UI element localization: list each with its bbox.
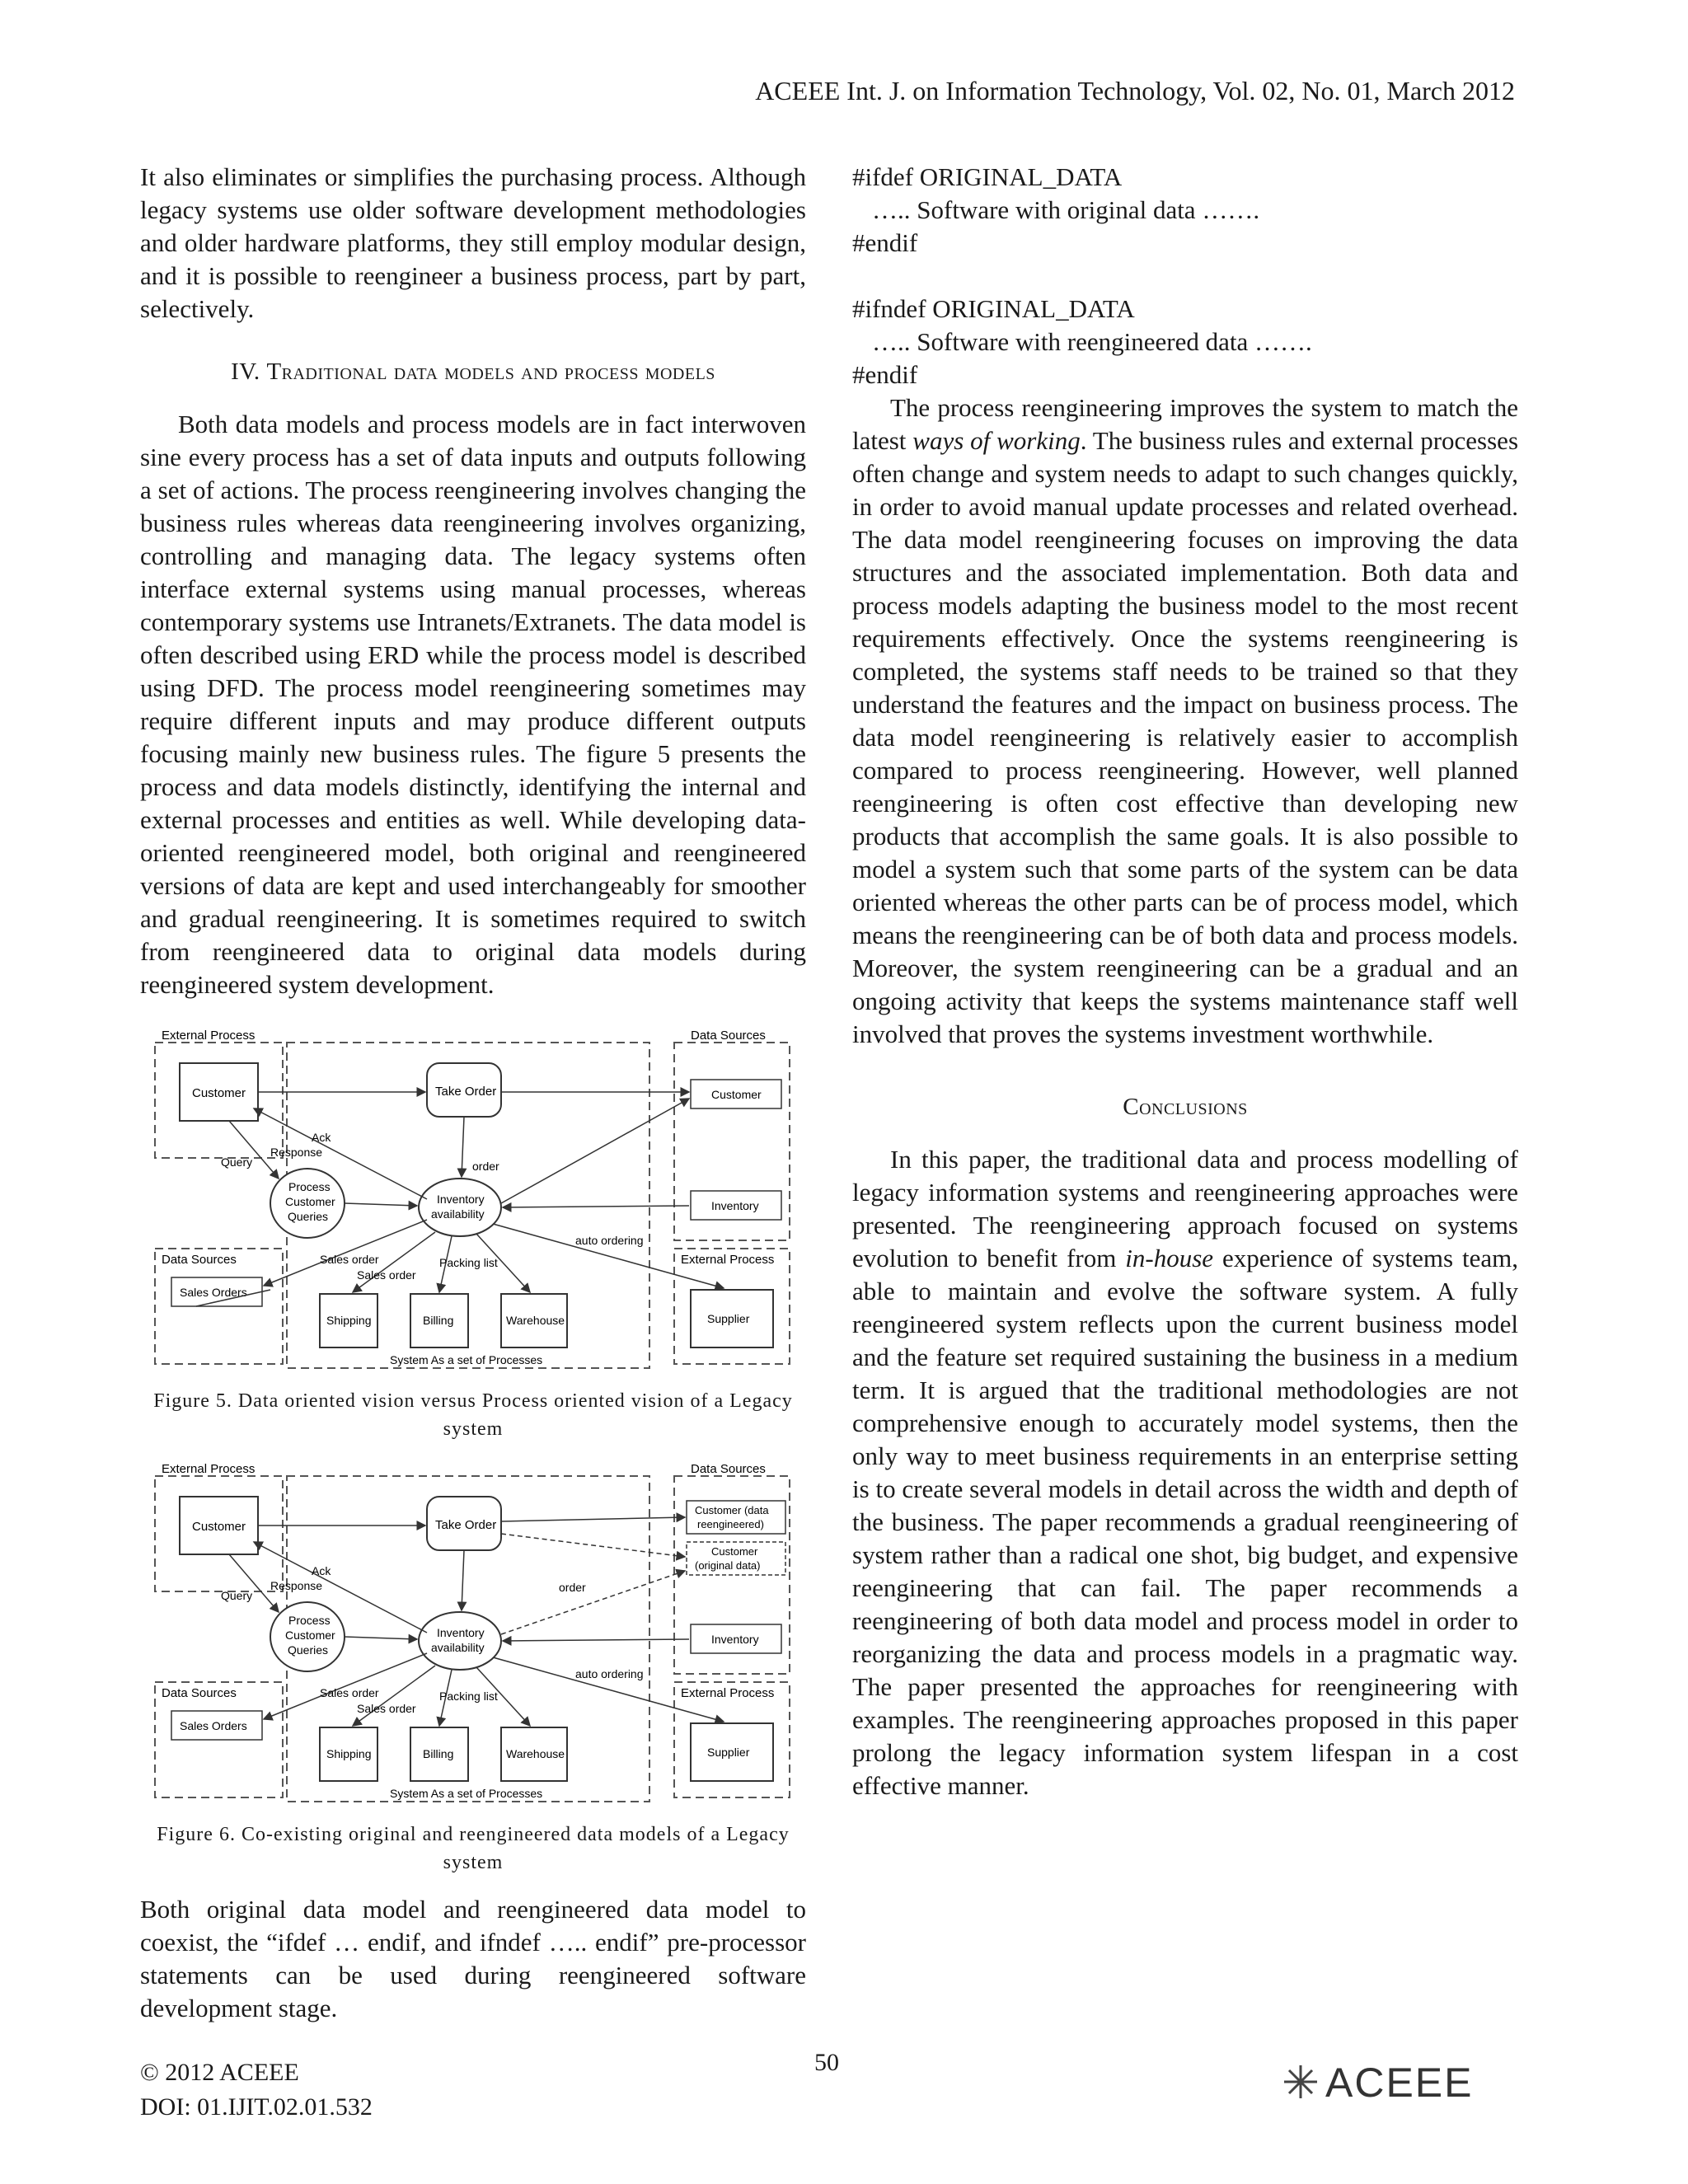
take-order-label: Take Order — [435, 1085, 497, 1099]
conclusions-title: Conclusions — [1123, 1094, 1248, 1120]
logo-text: ACEEE — [1325, 2060, 1474, 2106]
aceee-logo — [1278, 2057, 1521, 2107]
star-icon — [1284, 2065, 1317, 2098]
inv-label-2: availability — [431, 1641, 485, 1654]
customer-datastore-label: Customer — [711, 1088, 762, 1101]
pcq-label-3: Queries — [288, 1643, 329, 1657]
label-external-process-2: External Process — [681, 1686, 775, 1700]
emphasis-ways-of-working: ways of working — [912, 426, 1081, 455]
text-run: In this paper, the traditional data and process modelling of legacy information systems and reengineering approaches were presented. The reengineering approach focused on systems evolution to benefit from — [852, 1145, 1518, 1272]
response-label: Response — [270, 1146, 323, 1159]
shipping-label: Shipping — [326, 1314, 372, 1327]
pcq-label-1: Process — [288, 1614, 331, 1627]
pcq-label-2: Customer — [285, 1629, 335, 1642]
code-line: #endif — [852, 360, 918, 389]
query-label: Query — [221, 1155, 253, 1169]
section-title-text: Traditional data models and process models — [266, 359, 715, 385]
code-line: #ifdef ORIGINAL_DATA — [852, 162, 1123, 191]
system-label: System As a set of Processes — [390, 1787, 543, 1800]
query-label: Query — [221, 1589, 253, 1602]
code-line: ….. Software with reengineered data ……. — [872, 327, 1312, 356]
emphasis-in-house: in-house — [1125, 1244, 1214, 1272]
figure-5 — [140, 1026, 806, 1443]
customer-label: Customer — [192, 1086, 246, 1100]
packing-list-label: Packing list — [439, 1256, 498, 1269]
pcq-label-1: Process — [288, 1180, 331, 1193]
code-block-ifndef — [852, 293, 1518, 391]
supplier-label: Supplier — [707, 1746, 750, 1759]
figure-5-diagram — [147, 1026, 798, 1372]
running-head: ACEEE Int. J. on Information Technology, Vol. 02, No. 01, March 2012 — [755, 76, 1515, 105]
label-data-sources-2: Data Sources — [162, 1253, 237, 1267]
doi: DOI: 01.IJIT.02.01.532 — [140, 2093, 373, 2121]
left-paragraph-3: Both original data model and reengineered data model to coexist, the “ifdef … endif, and ifndef ….. endif” pre-processor statements can be used during reengineered software development stage. — [140, 1895, 806, 2022]
inventory-datastore-label: Inventory — [711, 1633, 759, 1646]
take-order-label: Take Order — [435, 1518, 497, 1532]
label-data-sources: Data Sources — [691, 1462, 766, 1476]
sales-order-label-1: Sales order — [320, 1686, 379, 1699]
section-heading-conclusions — [852, 1090, 1518, 1123]
customer-orig-label-2: (original data) — [695, 1559, 761, 1572]
warehouse-label: Warehouse — [506, 1314, 565, 1327]
ack-label: Ack — [312, 1564, 331, 1577]
ack-label: Ack — [312, 1131, 331, 1144]
customer-orig-label-1: Customer — [711, 1545, 758, 1558]
shipping-label: Shipping — [326, 1747, 372, 1760]
auto-ordering-label: auto ordering — [575, 1667, 644, 1680]
response-label: Response — [270, 1579, 323, 1592]
right-paragraph-1 — [852, 391, 1518, 1051]
text-run: experience of systems team, able to maintain and evolve the software system. A fully reengineered system reflects upon the current business model and the feature set required sustaining the business in a medium term. It is argued that the traditional methodologies are not comprehensive enough to accurately model systems, then the only way to meet business requirements in an enterprise setting is to create several models in detail across the width and depth of the business. The paper recommends a gradual reengineering of system rather than a radical one shot, big budget, and expensive reengineering that can fail. The paper recommends a reengineering of both data model and process model in order to reorganizing the data and process models in a pragmatic way. The paper presented the approaches for reengineering with examples. The reengineering approaches proposed in this paper prolong the legacy information system lifespan in a cost effective manner. — [852, 1244, 1518, 1800]
inv-label-2: availability — [431, 1207, 485, 1221]
figure-6 — [140, 1460, 806, 1877]
order-label: order — [559, 1581, 586, 1594]
figure-5-caption: Figure 5. Data oriented vision versus Process oriented vision of a Legacy system — [153, 1390, 793, 1440]
auto-ordering-label: auto ordering — [575, 1234, 644, 1247]
sales-orders-label: Sales Orders — [180, 1286, 247, 1299]
pcq-label-2: Customer — [285, 1195, 335, 1208]
label-data-sources-2: Data Sources — [162, 1686, 237, 1700]
customer-reeng-label-1: Customer (data — [695, 1504, 769, 1516]
label-data-sources: Data Sources — [691, 1029, 766, 1043]
code-block-ifdef — [852, 161, 1518, 260]
customer-reeng-label-2: reengineered) — [697, 1518, 764, 1530]
section-number: IV. — [231, 359, 267, 385]
text-run: The process reengineering improves the system to match the latest — [852, 393, 1518, 455]
packing-list-label: Packing list — [439, 1690, 498, 1703]
system-label: System As a set of Processes — [390, 1353, 543, 1366]
page-number: 50 — [814, 2049, 839, 2076]
order-label: order — [472, 1160, 499, 1173]
code-line: #ifndef ORIGINAL_DATA — [852, 294, 1135, 323]
text-run: . The business rules and external processes often change and system needs to adapt to such changes quickly, in order to avoid manual update processes and related overhead. The data model reengineering focuses on improving the data structures and the associated implementation. Both data and process models adapting the business model to the most recent requirements effectively. Once the systems reengineering is completed, the systems staff needs to be trained so that they understand the features and the impact on business process. The data model reengineering is relatively easier to accomplish compared to process reengineering. However, well planned reengineering is often cost effective than developing new products that accomplish the same goals. It is also possible to model a system such that some parts of the system can be data oriented whereas the other parts can be of process model, which means the reengineering can be of both data and process models. Moreover, the system reengineering can be a gradual and an ongoing activity that keeps the systems maintenance staff well involved that proves the systems investment worthwhile. — [852, 426, 1519, 1048]
billing-label: Billing — [423, 1314, 454, 1327]
supplier-label: Supplier — [707, 1312, 750, 1325]
sales-order-label-2: Sales order — [357, 1702, 416, 1715]
section-heading-4 — [140, 355, 806, 388]
left-paragraph-2: Both data models and process models are in fact interwoven sine every process has a set of data inputs and outputs following a set of actions. The process reengineering involves changing the business rules whereas data reengineering involves organizing, controlling and managing data. The legacy systems often interface external systems using manual processes, whereas contemporary systems use Intranets/Extranets. The data model is often described using ERD while the process model is described using DFD. The process model reengineering sometimes may require different inputs and may produce different outputs focusing mainly new business rules. The figure 5 presents the process and data models distinctly, identifying the internal and external processes and entities as well. While developing data-oriented reengineered model, both original and reengineered versions of data are kept and used interchangeably for smoother and gradual reengineering. It is sometimes required to switch from reengineered data to original data models during reengineered system development. — [140, 410, 806, 999]
sales-order-label-1: Sales order — [320, 1253, 379, 1266]
sales-orders-label: Sales Orders — [180, 1719, 247, 1732]
label-external-process: External Process — [162, 1462, 256, 1476]
customer-label: Customer — [192, 1520, 246, 1534]
footer-left — [140, 2055, 373, 2125]
inv-label-1: Inventory — [437, 1193, 485, 1206]
left-column — [140, 161, 806, 2025]
right-paragraph-2 — [852, 1143, 1518, 1802]
pcq-label-3: Queries — [288, 1210, 329, 1223]
warehouse-label: Warehouse — [506, 1747, 565, 1760]
left-paragraph-1: It also eliminates or simplifies the purchasing process. Although legacy systems use older software development methodologies and older hardware platforms, they still employ modular design, and it is possible to reengineer a business process, part by part, selectively. — [140, 162, 806, 323]
figure-6-caption: Figure 6. Co-existing original and reengineered data models of a Legacy system — [157, 1824, 790, 1873]
code-line: #endif — [852, 228, 918, 257]
inventory-datastore-label: Inventory — [711, 1199, 759, 1212]
label-external-process-2: External Process — [681, 1253, 775, 1267]
billing-label: Billing — [423, 1747, 454, 1760]
copyright: © 2012 ACEEE — [140, 2059, 299, 2086]
code-line: ….. Software with original data ……. — [872, 195, 1260, 224]
inv-label-1: Inventory — [437, 1626, 485, 1639]
label-external-process: External Process — [162, 1029, 256, 1043]
figure-6-diagram — [147, 1460, 798, 1806]
right-column — [852, 161, 1518, 1802]
sales-order-label-2: Sales order — [357, 1268, 416, 1282]
